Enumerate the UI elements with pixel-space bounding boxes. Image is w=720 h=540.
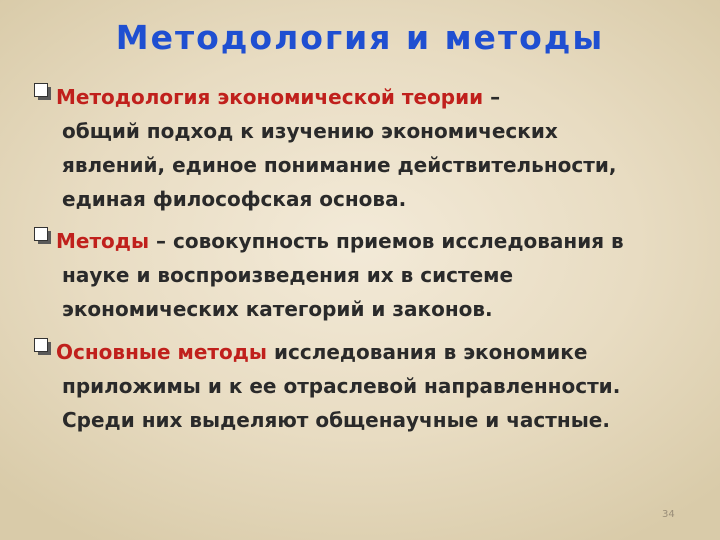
bullet-term: Основные методы	[56, 340, 267, 364]
bullet-text: исследования в экономике	[267, 340, 588, 364]
page-number: 34	[662, 509, 675, 520]
bullet-continuation	[62, 114, 694, 216]
bullet-term: Методология экономической теории	[56, 85, 484, 109]
checkbox-bullet-icon	[34, 227, 52, 245]
bullet-text: – совокупность приемов исследования в	[149, 229, 624, 253]
bullet-continuation	[62, 369, 694, 437]
bullet-line: приложимы и к ее отраслевой направленности.	[62, 374, 621, 398]
bullet-main-methods	[34, 335, 694, 437]
bullet-continuation	[62, 258, 694, 326]
bullet-line: Среди них выделяют общенаучные и частные.	[62, 408, 610, 432]
bullet-line: общий подход к изучению экономических	[62, 119, 558, 143]
checkbox-bullet-icon	[34, 83, 52, 101]
bullet-term: Методы	[56, 229, 150, 253]
bullet-methods	[34, 224, 694, 326]
slide-title: Методология и методы	[115, 18, 605, 57]
checkbox-bullet-icon	[34, 338, 52, 356]
bullet-text: –	[483, 85, 501, 109]
bullet-line: науке и воспроизведения их в системе	[62, 263, 514, 287]
bullet-line: единая философская основа.	[62, 187, 407, 211]
bullet-methodology	[34, 80, 694, 216]
bullet-line: явлений, единое понимание действительности,	[62, 153, 617, 177]
bullet-line: экономических категорий и законов.	[62, 297, 493, 321]
